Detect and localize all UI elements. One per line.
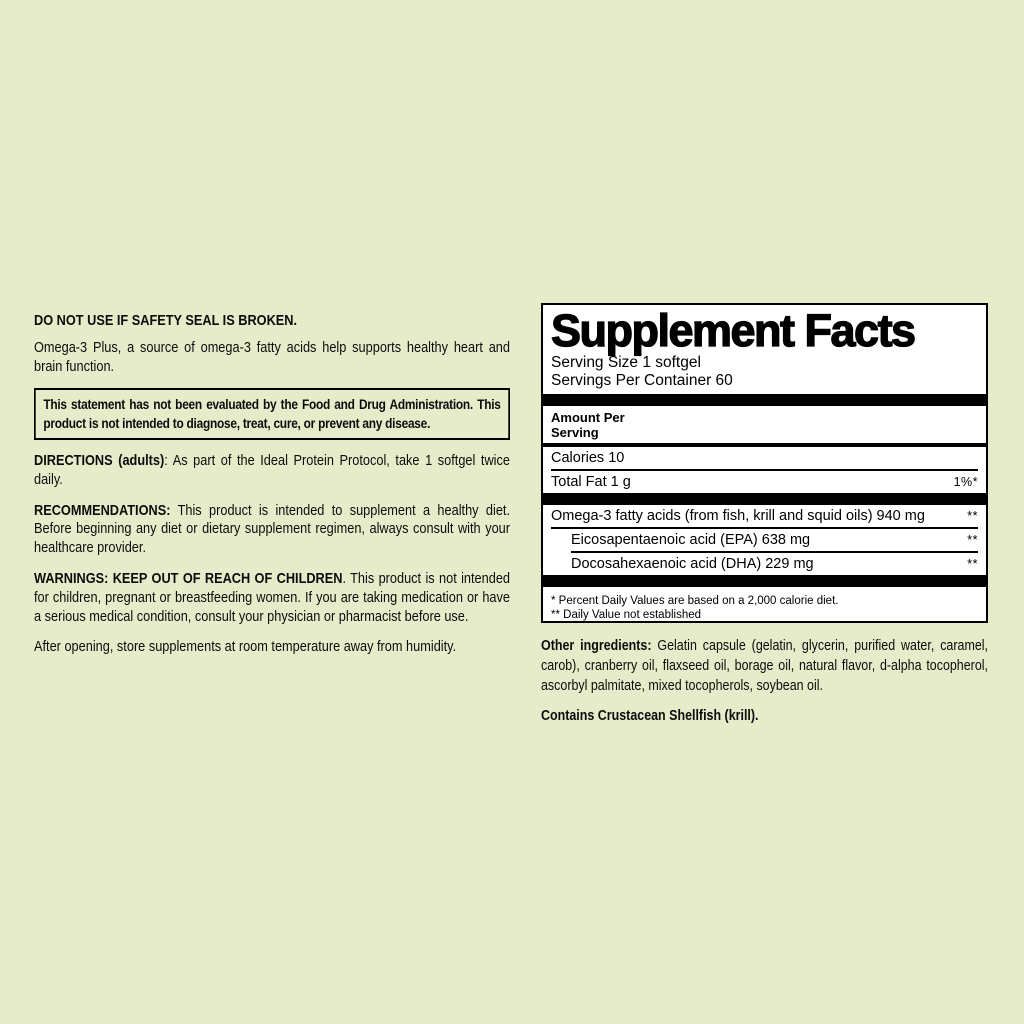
amount-per-line1: Amount Per: [551, 410, 625, 425]
directions-text: : As part of the Ideal Protein Protocol, take 1 softgel twice daily.: [34, 451, 510, 488]
safety-seal-heading: DO NOT USE IF SAFETY SEAL IS BROKEN.: [34, 312, 298, 329]
intro-paragraph: Omega-3 Plus, a source of omega-3 fatty acids help supports healthy heart and brain function.: [34, 338, 510, 375]
recommendations-text: This product is intended to supplement a healthy diet. Before beginning any diet or dietary supplement regimen, always consult with your healthcare provider.: [34, 501, 510, 557]
warnings-text: . This product is not intended for children, pregnant or breastfeeding women. If you are taking medication or have a serious medical condition, consult your physician or pharmacist before use.: [34, 569, 511, 625]
nutrient-row-epa: [571, 529, 978, 553]
left-text-column: [34, 312, 510, 657]
directions-label: DIRECTIONS (adults): [34, 451, 165, 469]
storage-paragraph: After opening, store supplements at room temperature away from humidity.: [34, 638, 457, 656]
allergen-statement: Contains Crustacean Shellfish (krill).: [541, 708, 759, 724]
recommendations-label: RECOMMENDATIONS:: [34, 501, 171, 519]
nutrient-name: Omega-3 fatty acids (from fish, krill and squid oils) 940 mg: [551, 508, 925, 524]
servings-per-container: Servings Per Container 60: [551, 371, 733, 389]
divider-bar-thick: [543, 575, 986, 587]
warnings-paragraph: [34, 570, 510, 626]
divider-bar-thick: [543, 493, 986, 505]
serving-size: Serving Size 1 softgel: [551, 354, 701, 371]
footnotes: [551, 587, 978, 622]
nutrient-row-calories: [551, 447, 978, 471]
nutrient-name: Eicosapentaenoic acid (EPA) 638 mg: [571, 532, 811, 548]
supplement-facts-title: Supplement Facts: [551, 305, 915, 356]
recommendations-paragraph: [34, 502, 510, 558]
directions-paragraph: [34, 452, 510, 490]
other-ingredients-text: Gelatin capsule (gelatin, glycerin, purified water, caramel, carob), cranberry oil, flaxseed oil, borage oil, natural flavor, d-alpha tocopherol, ascorbyl palmitate, mixed tocopherols, soybean oil.: [541, 638, 988, 694]
nutrient-name: Docosahexaenoic acid (DHA) 229 mg: [571, 556, 814, 572]
nutrient-row-total-fat: [551, 471, 978, 493]
amount-per-serving-header: [551, 406, 978, 443]
other-ingredients-label: Other ingredients:: [541, 638, 652, 654]
fda-disclaimer-box: [34, 388, 510, 440]
supplement-facts-panel: [541, 303, 988, 623]
nutrient-value: 1%*: [953, 475, 978, 489]
nutrient-row-dha: [571, 553, 978, 575]
right-text-column: [541, 636, 988, 726]
nutrient-value: **: [967, 557, 978, 571]
other-ingredients-paragraph: [541, 636, 988, 696]
divider-bar-thick: [543, 394, 986, 406]
nutrient-value: **: [967, 509, 978, 523]
nutrient-value: **: [967, 533, 978, 547]
nutrient-name: Total Fat 1 g: [551, 474, 631, 490]
nutrient-name: Calories 10: [551, 450, 625, 466]
footnote-not-established: ** Daily Value not established: [551, 609, 702, 621]
fda-disclaimer-text: This statement has not been evaluated by the Food and Drug Administration. This product is not intended to diagnose, treat, cure, or prevent any disease.: [43, 396, 501, 432]
amount-per-line2: Serving: [551, 424, 599, 440]
nutrient-row-omega3: [551, 505, 978, 529]
footnote-daily-value: * Percent Daily Values are based on a 2,000 calorie diet.: [551, 595, 839, 607]
warnings-label: WARNINGS: KEEP OUT OF REACH OF CHILDREN: [34, 569, 343, 587]
